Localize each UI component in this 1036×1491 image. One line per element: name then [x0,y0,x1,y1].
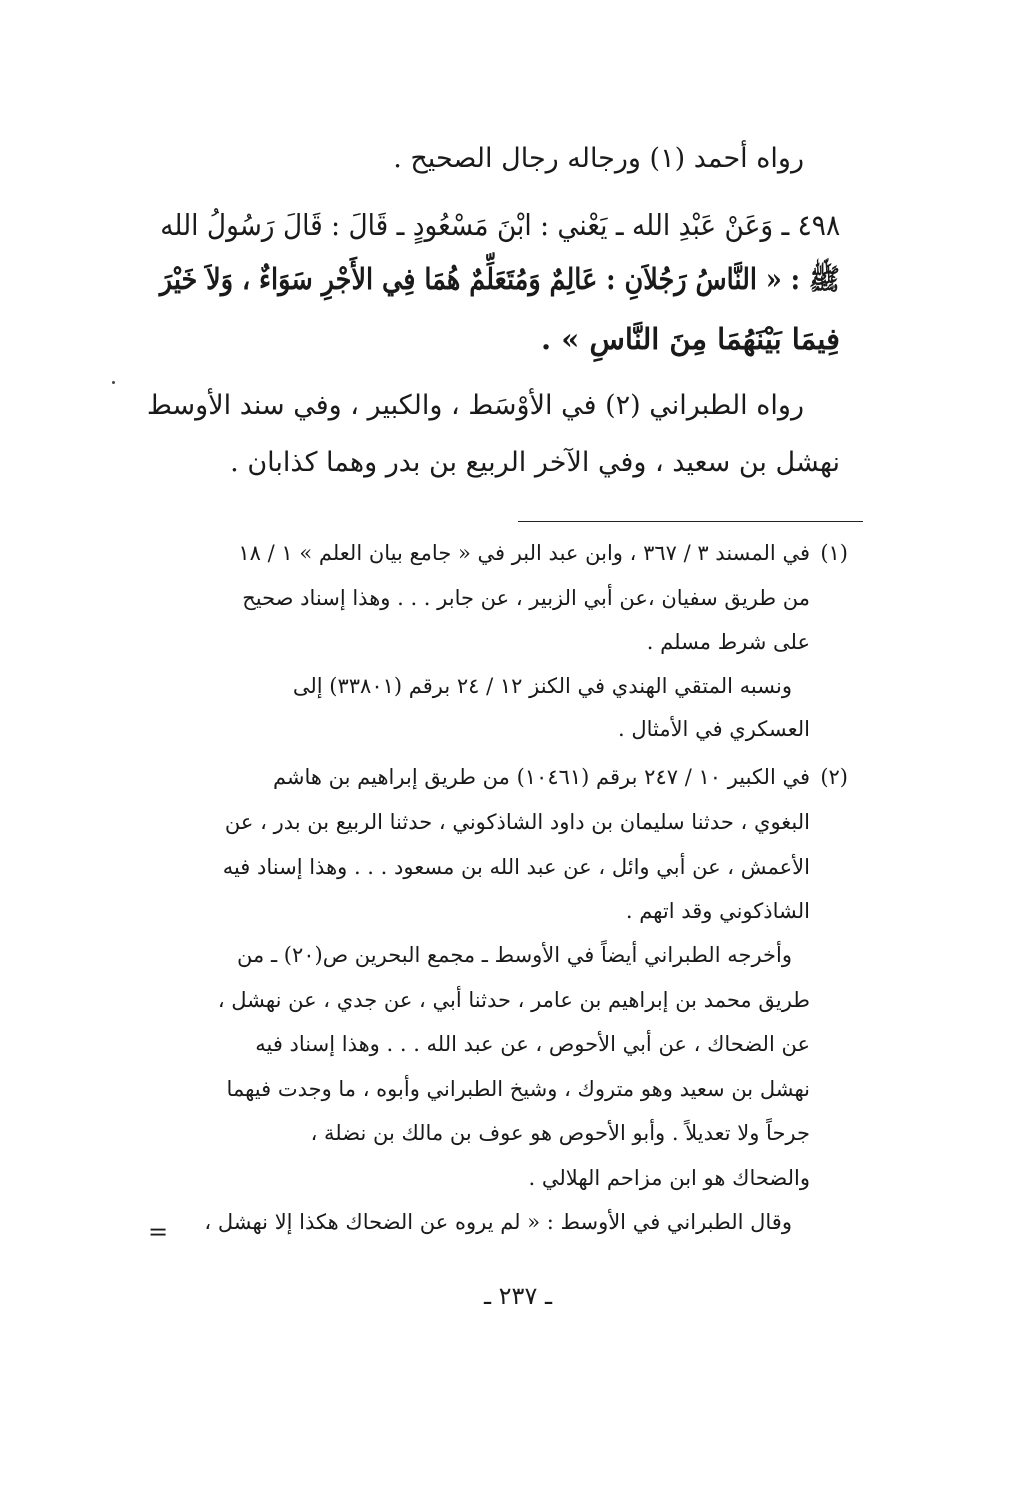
footnote-2-line: وقال الطبراني في الأوسط : « لم يروه عن الضحاك هكذا إلا نهشل ، [204,1210,792,1234]
footnote-separator [518,521,863,522]
page-number: ـ ٢٣٧ ـ [483,1282,552,1310]
narration-line: رواه أحمد (١) ورجاله رجال الصحيح . [393,143,804,174]
footnote-1-line: في المسند ٣ / ٣٦٧ ، وابن عبد البر في « جامع بيان العلم » ١ / ١٨ [238,541,810,565]
footnote-1-line: من طريق سفيان ،عن أبي الزبير ، عن جابر . . . وهذا إسناد صحيح [242,586,810,610]
hadith-line-2: ﷺ : « النَّاسُ رَجُلاَنِ : عَالِمٌ وَمُتَعَلِّمٌ هُمَا فِي الأَجْرِ سَوَاءٌ ، وَلاَ خَيْرَ [159,262,840,296]
continuation-mark: = [148,1218,169,1246]
footnote-2-line: والضحاك هو ابن مزاحم الهلالي . [528,1166,810,1190]
hadith-line-3: فِيمَا بَيْنَهُمَا مِنَ النَّاسِ » . [541,322,840,356]
footnote-2-line: في الكبير ١٠ / ٢٤٧ برقم (١٠٤٦١) من طريق إبراهيم بن هاشم [272,765,810,789]
footnote-2-line: عن الضحاك ، عن أبي الأحوص ، عن عبد الله . . . وهذا إسناد فيه [255,1032,810,1056]
footnote-2-number: (٢) [820,765,848,789]
footnote-2-line: وأخرجه الطبراني أيضاً في الأوسط ـ مجمع البحرين ص(٢٠) ـ من [237,943,792,967]
footnote-2-line: طريق محمد بن إبراهيم بن عامر ، حدثنا أبي ، عن جدي ، عن نهشل ، [217,988,810,1012]
footnote-2-line: الشاذكوني وقد اتهم . [625,899,810,923]
takhrij-line-2: نهشل بن سعيد ، وفي الآخر الربيع بن بدر وهما كذابان . [230,447,840,478]
footnote-1-number: (١) [820,541,848,565]
footnote-2-line: نهشل بن سعيد وهو متروك ، وشيخ الطبراني وأبوه ، ما وجدت فيهما [226,1077,810,1101]
footnote-1-line: على شرط مسلم . [646,630,810,654]
stray-dot [112,381,115,384]
takhrij-line-1: رواه الطبراني (٢) في الأوْسَط ، والكبير ، وفي سند الأوسط [146,390,804,421]
footnote-2-line: جرحاً ولا تعديلاً . وأبو الأحوص هو عوف بن مالك بن نضلة ، [310,1121,810,1145]
footnote-1-line: العسكري في الأمثال . [617,717,810,741]
footnote-2-line: البغوي ، حدثنا سليمان بن داود الشاذكوني ، حدثنا الربيع بن بدر ، عن [224,810,810,834]
hadith-line-1: ٤٩٨ ـ وَعَنْ عَبْدِ الله ـ يَعْني : ابْنَ مَسْعُودٍ ـ قَالَ : قَالَ رَسُولُ الله [160,208,840,242]
footnote-2-line: الأعمش ، عن أبي وائل ، عن عبد الله بن مسعود . . . وهذا إسناد فيه [222,855,810,879]
footnote-1-line: ونسبه المتقي الهندي في الكنز ١٢ / ٢٤ برقم (٣٣٨٠١) إلى [292,674,792,698]
